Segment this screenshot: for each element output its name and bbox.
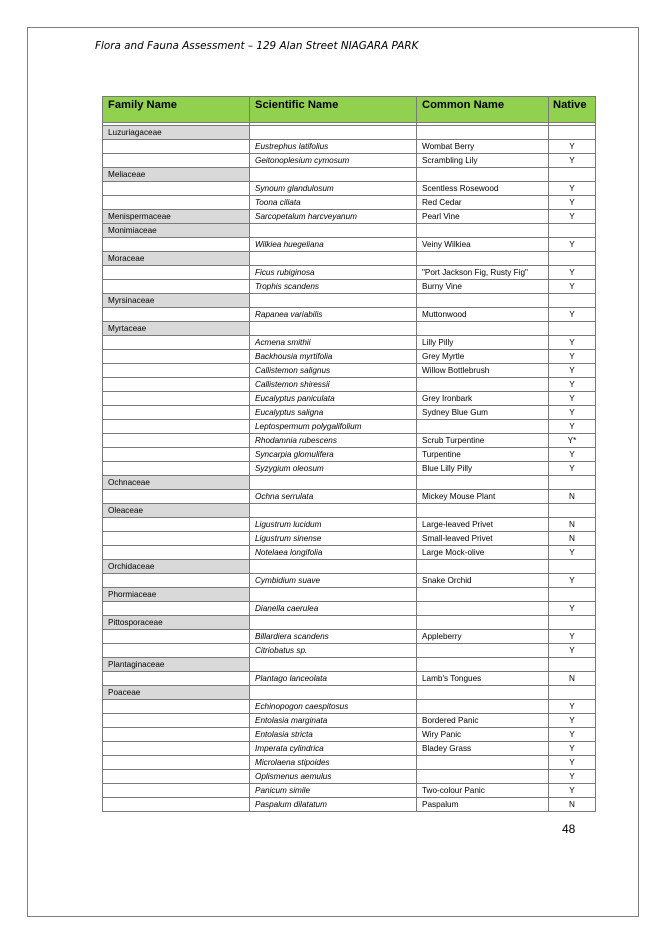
table-row <box>103 182 596 196</box>
native-cell: Y <box>549 462 596 476</box>
native-cell: Y <box>549 728 596 742</box>
family-cell: Myrtaceae <box>103 322 250 336</box>
page-number: 48 <box>562 822 576 836</box>
table-row <box>103 574 596 588</box>
table-row <box>103 602 596 616</box>
scientific-name-cell <box>250 294 417 308</box>
family-cell <box>103 238 250 252</box>
native-cell <box>549 658 596 672</box>
table-row <box>103 448 596 462</box>
table-row <box>103 406 596 420</box>
family-cell: Monimiaceae <box>103 224 250 238</box>
table-row <box>103 280 596 294</box>
family-row <box>103 210 596 224</box>
common-name-cell <box>417 252 549 266</box>
native-cell: Y <box>549 140 596 154</box>
common-name-cell: Small-leaved Privet <box>417 532 549 546</box>
native-cell: Y <box>549 266 596 280</box>
family-cell <box>103 742 250 756</box>
common-name-cell: Snake Orchid <box>417 574 549 588</box>
family-cell <box>103 644 250 658</box>
common-name-cell: Veiny Wilkiea <box>417 238 549 252</box>
table-row <box>103 378 596 392</box>
family-cell: Pittosporaceae <box>103 616 250 630</box>
scientific-name-cell <box>250 658 417 672</box>
native-cell: Y <box>549 210 596 224</box>
scientific-name-cell: Microlaena stipoides <box>250 756 417 770</box>
native-cell <box>549 126 596 140</box>
common-name-cell <box>417 658 549 672</box>
common-name-cell: Lamb's Tongues <box>417 672 549 686</box>
scientific-name-cell <box>250 322 417 336</box>
scientific-name-cell: Entolasia stricta <box>250 728 417 742</box>
scientific-name-cell <box>250 504 417 518</box>
native-cell: Y <box>549 364 596 378</box>
native-cell <box>549 588 596 602</box>
native-cell: N <box>549 672 596 686</box>
common-name-cell <box>417 476 549 490</box>
native-cell: Y <box>549 392 596 406</box>
scientific-name-cell: Paspalum dilatatum <box>250 798 417 812</box>
scientific-name-cell: Syncarpia glomulifera <box>250 448 417 462</box>
table-row <box>103 336 596 350</box>
table-row <box>103 420 596 434</box>
family-row <box>103 476 596 490</box>
common-name-cell: Wombat Berry <box>417 140 549 154</box>
table-row <box>103 518 596 532</box>
scientific-name-cell: Echinopogon caespitosus <box>250 700 417 714</box>
common-name-cell: Scentless Rosewood <box>417 182 549 196</box>
table-row <box>103 728 596 742</box>
family-cell <box>103 266 250 280</box>
common-name-cell <box>417 588 549 602</box>
scientific-name-cell: Backhousia myrtifolia <box>250 350 417 364</box>
family-cell <box>103 546 250 560</box>
native-cell: Y <box>549 182 596 196</box>
family-cell <box>103 798 250 812</box>
table-row <box>103 770 596 784</box>
document-header: Flora and Fauna Assessment – 129 Alan Street NIAGARA PARK <box>95 40 419 52</box>
native-cell: Y <box>549 378 596 392</box>
common-name-cell: Muttonwood <box>417 308 549 322</box>
native-cell: Y <box>549 644 596 658</box>
scientific-name-cell <box>250 252 417 266</box>
family-cell <box>103 532 250 546</box>
scientific-name-cell <box>250 476 417 490</box>
native-cell <box>549 294 596 308</box>
native-cell: Y <box>549 756 596 770</box>
family-cell <box>103 308 250 322</box>
family-cell: Moraceae <box>103 252 250 266</box>
native-cell: N <box>549 518 596 532</box>
family-cell <box>103 756 250 770</box>
native-cell: Y <box>549 700 596 714</box>
common-name-cell <box>417 686 549 700</box>
common-name-cell <box>417 294 549 308</box>
table-row <box>103 266 596 280</box>
common-name-cell: Grey Ironbark <box>417 392 549 406</box>
native-cell: Y <box>549 770 596 784</box>
family-cell <box>103 350 250 364</box>
scientific-name-cell: Rapanea variabilis <box>250 308 417 322</box>
table-row <box>103 238 596 252</box>
table-row <box>103 546 596 560</box>
scientific-name-cell: Trophis scandens <box>250 280 417 294</box>
native-cell: Y <box>549 448 596 462</box>
common-name-cell: Sydney Blue Gum <box>417 406 549 420</box>
family-cell: Luzuriagaceae <box>103 126 250 140</box>
scientific-name-cell: Billardiera scandens <box>250 630 417 644</box>
scientific-name-cell: Wilkiea huegeliana <box>250 238 417 252</box>
common-name-cell: Turpentine <box>417 448 549 462</box>
common-name-cell <box>417 770 549 784</box>
common-name-cell: Blue Lilly Pilly <box>417 462 549 476</box>
table-row <box>103 434 596 448</box>
common-name-cell <box>417 420 549 434</box>
native-cell <box>549 322 596 336</box>
native-cell: N <box>549 798 596 812</box>
scientific-name-cell: Eustrephus latifolius <box>250 140 417 154</box>
family-row <box>103 294 596 308</box>
common-name-cell: Large Mock-olive <box>417 546 549 560</box>
family-cell <box>103 140 250 154</box>
table-row <box>103 154 596 168</box>
native-cell <box>549 224 596 238</box>
family-cell <box>103 448 250 462</box>
scientific-name-cell: Ficus rubiginosa <box>250 266 417 280</box>
scientific-name-cell: Ochna serrulata <box>250 490 417 504</box>
family-row <box>103 168 596 182</box>
family-cell: Menispermaceae <box>103 210 250 224</box>
scientific-name-cell <box>250 616 417 630</box>
common-name-cell: Burny Vine <box>417 280 549 294</box>
common-name-cell: "Port Jackson Fig, Rusty Fig" <box>417 266 549 280</box>
table-row <box>103 392 596 406</box>
native-cell <box>549 616 596 630</box>
scientific-name-cell: Cymbidium suave <box>250 574 417 588</box>
native-cell: Y <box>549 602 596 616</box>
family-cell <box>103 336 250 350</box>
common-name-cell: Scrambling Lily <box>417 154 549 168</box>
common-name-cell: Wiry Panic <box>417 728 549 742</box>
family-cell: Myrsinaceae <box>103 294 250 308</box>
table-row <box>103 714 596 728</box>
common-name-cell: Scrub Turpentine <box>417 434 549 448</box>
scientific-name-cell: Synoum glandulosum <box>250 182 417 196</box>
scientific-name-cell: Syzygium oleosum <box>250 462 417 476</box>
table-row <box>103 784 596 798</box>
family-row <box>103 588 596 602</box>
table-row <box>103 756 596 770</box>
scientific-name-cell <box>250 686 417 700</box>
common-name-cell: Large-leaved Privet <box>417 518 549 532</box>
native-cell: Y <box>549 406 596 420</box>
native-cell <box>549 476 596 490</box>
family-cell <box>103 420 250 434</box>
common-name-cell: Two-colour Panic <box>417 784 549 798</box>
native-cell: Y <box>549 742 596 756</box>
scientific-name-cell: Geitonoplesium cymosum <box>250 154 417 168</box>
column-header-family: Family Name <box>103 97 250 123</box>
family-cell <box>103 672 250 686</box>
table-row <box>103 532 596 546</box>
common-name-cell <box>417 756 549 770</box>
native-cell <box>549 504 596 518</box>
family-cell <box>103 378 250 392</box>
native-cell: Y* <box>549 434 596 448</box>
family-cell <box>103 154 250 168</box>
scientific-name-cell: Citriobatus sp. <box>250 644 417 658</box>
native-cell: Y <box>549 784 596 798</box>
family-cell <box>103 784 250 798</box>
family-row <box>103 252 596 266</box>
common-name-cell: Bladey Grass <box>417 742 549 756</box>
family-row <box>103 126 596 140</box>
native-cell <box>549 252 596 266</box>
common-name-cell: Pearl Vine <box>417 210 549 224</box>
scientific-name-cell: Acmena smithii <box>250 336 417 350</box>
native-cell: Y <box>549 336 596 350</box>
common-name-cell <box>417 224 549 238</box>
common-name-cell: Appleberry <box>417 630 549 644</box>
family-cell <box>103 392 250 406</box>
common-name-cell <box>417 322 549 336</box>
common-name-cell <box>417 378 549 392</box>
native-cell: Y <box>549 350 596 364</box>
native-cell: Y <box>549 154 596 168</box>
scientific-name-cell: Sarcopetalum harcveyanum <box>250 210 417 224</box>
native-cell <box>549 560 596 574</box>
native-cell: Y <box>549 196 596 210</box>
native-cell: Y <box>549 308 596 322</box>
native-cell <box>549 686 596 700</box>
scientific-name-cell: Entolasia marginata <box>250 714 417 728</box>
native-cell: Y <box>549 714 596 728</box>
table-row <box>103 140 596 154</box>
scientific-name-cell <box>250 126 417 140</box>
family-cell <box>103 574 250 588</box>
table-row <box>103 490 596 504</box>
common-name-cell <box>417 700 549 714</box>
table-row <box>103 644 596 658</box>
common-name-cell <box>417 616 549 630</box>
scientific-name-cell: Callistemon salignus <box>250 364 417 378</box>
family-cell <box>103 602 250 616</box>
family-cell <box>103 434 250 448</box>
common-name-cell: Lilly Pilly <box>417 336 549 350</box>
table-row <box>103 196 596 210</box>
family-cell: Orchidaceae <box>103 560 250 574</box>
table-row <box>103 308 596 322</box>
table-row <box>103 798 596 812</box>
table-row <box>103 462 596 476</box>
family-cell <box>103 714 250 728</box>
scientific-name-cell <box>250 588 417 602</box>
scientific-name-cell <box>250 224 417 238</box>
table-header-row <box>103 97 596 123</box>
scientific-name-cell: Eucalyptus saligna <box>250 406 417 420</box>
common-name-cell <box>417 602 549 616</box>
native-cell: Y <box>549 574 596 588</box>
family-row <box>103 560 596 574</box>
common-name-cell <box>417 644 549 658</box>
family-cell: Meliaceae <box>103 168 250 182</box>
native-cell <box>549 168 596 182</box>
scientific-name-cell: Callistemon shiressii <box>250 378 417 392</box>
native-cell: N <box>549 532 596 546</box>
native-cell: Y <box>549 420 596 434</box>
scientific-name-cell: Dianella caerulea <box>250 602 417 616</box>
family-row <box>103 224 596 238</box>
table-row <box>103 700 596 714</box>
common-name-cell <box>417 168 549 182</box>
scientific-name-cell: Panicum simile <box>250 784 417 798</box>
common-name-cell <box>417 504 549 518</box>
table-body <box>103 123 596 812</box>
common-name-cell: Willow Bottlebrush <box>417 364 549 378</box>
family-cell <box>103 490 250 504</box>
table-row <box>103 364 596 378</box>
family-row <box>103 686 596 700</box>
family-cell <box>103 700 250 714</box>
family-row <box>103 616 596 630</box>
scientific-name-cell <box>250 168 417 182</box>
family-row <box>103 504 596 518</box>
scientific-name-cell: Ligustrum sinense <box>250 532 417 546</box>
table-row <box>103 672 596 686</box>
column-header-native: Native <box>549 97 596 123</box>
scientific-name-cell: Leptospermum polygalifolium <box>250 420 417 434</box>
common-name-cell: Red Cedar <box>417 196 549 210</box>
family-cell: Ochnaceae <box>103 476 250 490</box>
species-table <box>102 96 596 812</box>
table-row <box>103 630 596 644</box>
family-cell <box>103 280 250 294</box>
scientific-name-cell: Imperata cylindrica <box>250 742 417 756</box>
common-name-cell: Grey Myrtle <box>417 350 549 364</box>
family-cell: Plantaginaceae <box>103 658 250 672</box>
native-cell: Y <box>549 280 596 294</box>
native-cell: N <box>549 490 596 504</box>
family-cell <box>103 630 250 644</box>
scientific-name-cell: Oplismenus aemulus <box>250 770 417 784</box>
native-cell: Y <box>549 630 596 644</box>
common-name-cell: Paspalum <box>417 798 549 812</box>
family-cell <box>103 364 250 378</box>
scientific-name-cell: Eucalyptus paniculata <box>250 392 417 406</box>
common-name-cell: Mickey Mouse Plant <box>417 490 549 504</box>
family-cell <box>103 462 250 476</box>
family-cell: Poaceae <box>103 686 250 700</box>
family-cell <box>103 770 250 784</box>
common-name-cell <box>417 560 549 574</box>
column-header-scientific: Scientific Name <box>250 97 417 123</box>
column-header-common: Common Name <box>417 97 549 123</box>
family-row <box>103 322 596 336</box>
native-cell: Y <box>549 238 596 252</box>
family-cell: Phormiaceae <box>103 588 250 602</box>
scientific-name-cell: Rhodamnia rubescens <box>250 434 417 448</box>
native-cell: Y <box>549 546 596 560</box>
scientific-name-cell: Ligustrum lucidum <box>250 518 417 532</box>
common-name-cell <box>417 126 549 140</box>
common-name-cell: Bordered Panic <box>417 714 549 728</box>
table-row <box>103 350 596 364</box>
scientific-name-cell: Plantago lanceolata <box>250 672 417 686</box>
table-row <box>103 742 596 756</box>
family-row <box>103 658 596 672</box>
family-cell: Oleaceae <box>103 504 250 518</box>
family-cell <box>103 196 250 210</box>
scientific-name-cell: Toona ciliata <box>250 196 417 210</box>
scientific-name-cell <box>250 560 417 574</box>
family-cell <box>103 518 250 532</box>
family-cell <box>103 406 250 420</box>
family-cell <box>103 182 250 196</box>
family-cell <box>103 728 250 742</box>
scientific-name-cell: Notelaea longifolia <box>250 546 417 560</box>
